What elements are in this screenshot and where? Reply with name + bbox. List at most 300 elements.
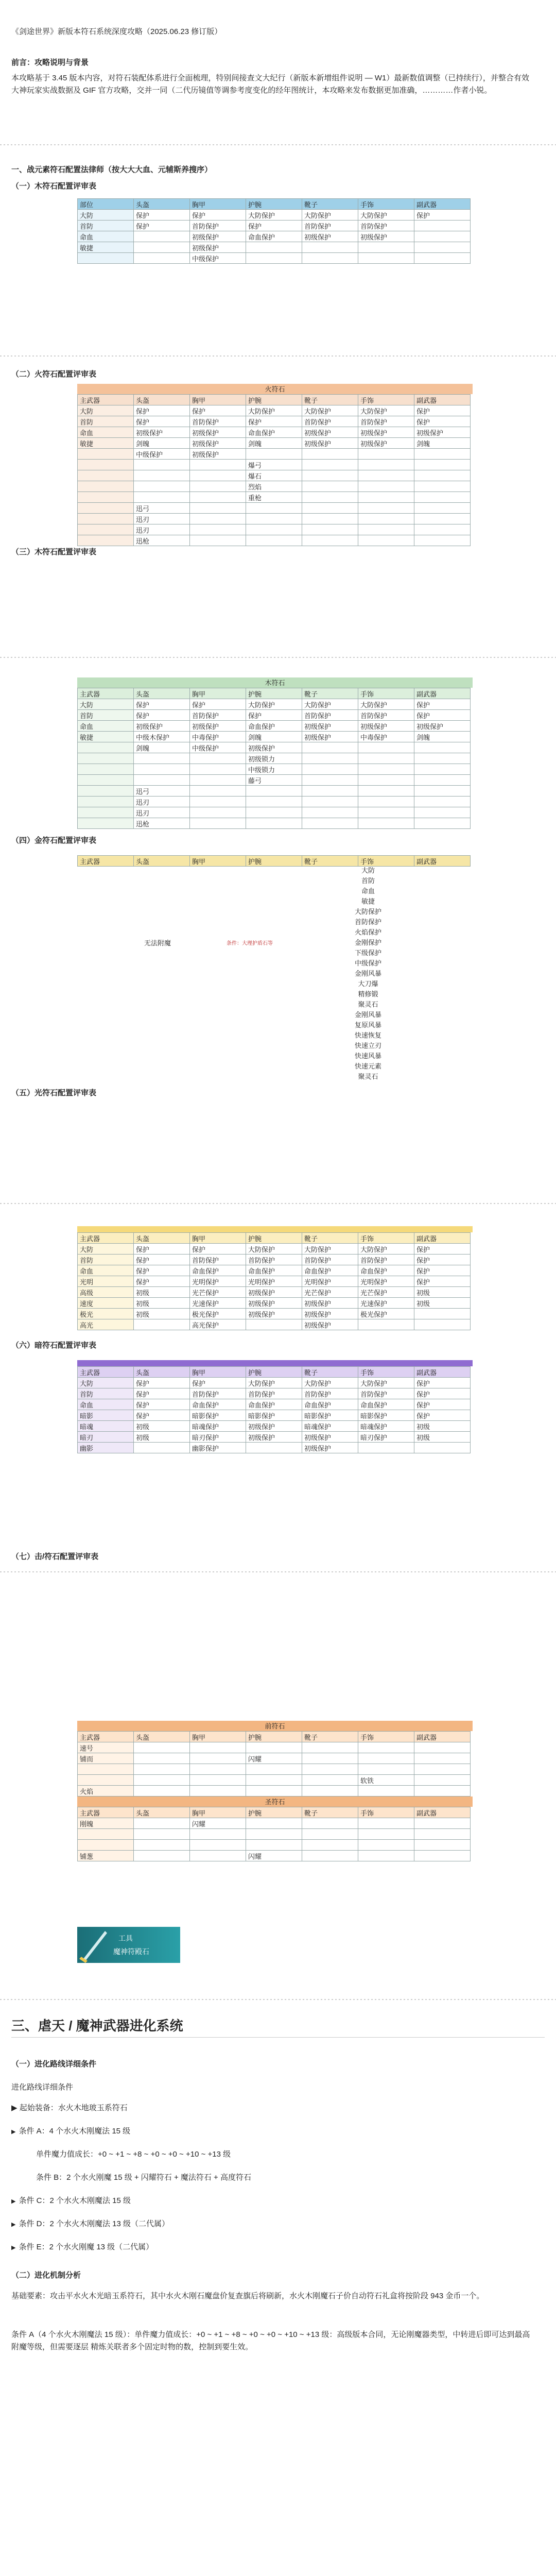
table-cell: 大防保护 [358, 699, 414, 710]
table-cell [414, 221, 471, 231]
table-cell [246, 807, 302, 818]
table-cell [78, 524, 134, 535]
table-cell: 保护 [134, 1388, 190, 1399]
table-cell [246, 1786, 302, 1797]
table-cell [358, 1764, 414, 1775]
table-row [78, 449, 471, 460]
table-cell [78, 1775, 134, 1786]
table-cell: 首防保护 [246, 1388, 302, 1399]
table-cell: 中级保护 [190, 253, 246, 264]
table-row [78, 210, 471, 221]
table-cell [414, 1443, 471, 1453]
table-row [78, 1298, 471, 1309]
table-cell: 敏捷 [78, 732, 134, 742]
table-cell [358, 1829, 414, 1840]
table-cell: 迅刃 [134, 807, 190, 818]
table-cell [190, 764, 246, 775]
table-cell [414, 242, 471, 253]
table-cell: 初级保护 [190, 721, 246, 732]
table-cell [78, 449, 134, 460]
table-header-cell: 副武器 [414, 395, 471, 405]
table-cell: 大防保护 [246, 1244, 302, 1255]
table5-heading: （五）光符石配置评审表 [11, 1089, 97, 1097]
table-cell: 初级保护 [302, 231, 358, 242]
table-cell: 初级保护 [302, 427, 358, 438]
table-cell [414, 807, 471, 818]
table-cell: 保护 [134, 210, 190, 221]
table-cell: 初级保护 [302, 1309, 358, 1319]
table-cell: 暗魂保护 [302, 1421, 358, 1432]
table-cell: 首防 [78, 416, 134, 427]
table-cell [190, 535, 246, 546]
table-cell: 首防保护 [358, 416, 414, 427]
table-cell: 初级保护 [246, 1298, 302, 1309]
table-cell: 首防保护 [190, 710, 246, 721]
table-cell [302, 1786, 358, 1797]
table-cell [302, 1851, 358, 1861]
table-cell: 初级 [134, 1432, 190, 1443]
table-cell: 命血保护 [246, 1399, 302, 1410]
table-cell: 首防保护 [246, 1255, 302, 1265]
table-row [78, 1829, 471, 1840]
table-cell: 光明 [78, 1276, 134, 1287]
table-cell [190, 1764, 246, 1775]
table-cell [414, 470, 471, 481]
table-cell: 首防保护 [358, 1388, 414, 1399]
table-cell [134, 1775, 190, 1786]
table2-heading: （二）火符石配置评审表 [11, 370, 97, 379]
table-cell: 初级保护 [246, 1287, 302, 1298]
table-header-cell: 手饰 [358, 1807, 414, 1818]
table-cell: 首防保护 [302, 221, 358, 231]
table-cell [134, 231, 190, 242]
table-row [78, 1421, 471, 1432]
table-cell: 大防保护 [302, 405, 358, 416]
preface-heading: 前言：攻略说明与背景 [11, 58, 89, 67]
table-cell: 初级 [414, 1298, 471, 1309]
table-cell: 保护 [246, 221, 302, 231]
table-cell: 首防 [78, 221, 134, 231]
table-cell [414, 1319, 471, 1330]
table-cell: 中毒保护 [358, 732, 414, 742]
table-row [78, 1410, 471, 1421]
table-cell: 暗影保护 [190, 1410, 246, 1421]
table-cell [302, 535, 358, 546]
list-item: 敏捷 [361, 897, 375, 905]
table-cell [134, 1319, 190, 1330]
table-cell: 大防保护 [302, 210, 358, 221]
table-cell [246, 535, 302, 546]
table-cell [358, 1818, 414, 1829]
table-cell [414, 481, 471, 492]
table-cell: 初级保护 [190, 242, 246, 253]
table-cell [358, 742, 414, 753]
table-row [78, 732, 471, 742]
table-cell: 初级保护 [358, 438, 414, 449]
note-text: 无法附魔 [144, 939, 171, 947]
table-cell [414, 253, 471, 264]
list-item: 金刚保护 [354, 939, 381, 946]
condition-line: ▶ 条件 C：2 个水火木刚魔法 15 级 [11, 2195, 131, 2208]
table-cell: 保护 [134, 1265, 190, 1276]
table-cell [190, 1829, 246, 1840]
list-item: 下级保护 [354, 949, 381, 957]
table-cell [134, 481, 190, 492]
table-cell [302, 775, 358, 786]
table-cell: 命血保护 [246, 721, 302, 732]
condition-line: ▶ 起始装备：水火木地玻玉系符石 [11, 2104, 128, 2112]
table-cell: 初级保护 [246, 1432, 302, 1443]
table-cell [414, 524, 471, 535]
subheading: （二）进化机制分析 [11, 2271, 81, 2280]
table-cell [190, 503, 246, 514]
table-cell [358, 1840, 414, 1851]
table-cell [414, 786, 471, 796]
table-header-cell: 手饰 [358, 199, 414, 210]
table-cell: 首防保护 [302, 710, 358, 721]
table-wood2 [77, 677, 473, 829]
mechanism-1: 基础要素：攻击平水火木光暗玉系符石，其中水火木刚石魔盘价复查旗后将刷新，水火木刚魔石子价自动符石礼盒将按阶段 943 金币一个。 [11, 2292, 484, 2300]
table-cell: 大防 [78, 405, 134, 416]
table-cell: 保护 [190, 1378, 246, 1388]
table-cell [134, 753, 190, 764]
table-cell [134, 1818, 190, 1829]
table-header-cell: 护腕 [246, 199, 302, 210]
table-header-row [78, 856, 471, 867]
table-cell [190, 1775, 246, 1786]
list-item: 精修锻 [358, 990, 378, 998]
table-cell: 烈焰 [246, 481, 302, 492]
table-cell: 命血保护 [190, 1265, 246, 1276]
table-cell: 暗魂保护 [190, 1421, 246, 1432]
table-cell: 火焰 [78, 1786, 134, 1797]
table-cell: 光速保护 [190, 1298, 246, 1309]
table-cell [246, 524, 302, 535]
table-cell: 保护 [134, 221, 190, 231]
table-cell: 大防 [78, 1244, 134, 1255]
table-cell [78, 786, 134, 796]
table-cell: 剑魄 [246, 438, 302, 449]
table-cell [302, 818, 358, 829]
table-cell: 初级保护 [246, 1421, 302, 1432]
table-cell [190, 818, 246, 829]
table-cell: 速号 [78, 1742, 134, 1753]
table-row [78, 1319, 471, 1330]
table-cell [414, 764, 471, 775]
table-header-cell: 头盔 [134, 1233, 190, 1244]
table-cell: 初级保护 [246, 742, 302, 753]
table-cell [414, 449, 471, 460]
table-cell [358, 1742, 414, 1753]
table-header-cell: 副武器 [414, 856, 471, 867]
table-cell: 极光 [78, 1309, 134, 1319]
list-item: 快速元素 [354, 1062, 381, 1070]
table-cell: 命血 [78, 427, 134, 438]
table-cell [246, 786, 302, 796]
table-cell: 暗影保护 [302, 1410, 358, 1421]
table-cell: 命血保护 [302, 1399, 358, 1410]
list-item: 复原风暴 [354, 1021, 381, 1029]
table-row [78, 503, 471, 514]
table-header-cell: 护腕 [246, 395, 302, 405]
table-row [78, 1244, 471, 1255]
sword-icon [79, 1927, 110, 1963]
table-cell: 初级保护 [414, 427, 471, 438]
table-row [78, 1287, 471, 1298]
table-cell: 命血 [78, 1399, 134, 1410]
table-header-cell: 头盔 [134, 688, 190, 699]
table-cell [78, 796, 134, 807]
subheading: （一）进化路线详细条件 [11, 2060, 97, 2069]
table-cell [78, 807, 134, 818]
table-cell [190, 492, 246, 503]
table-cell: 命血保护 [358, 1265, 414, 1276]
table-cell: 初级保护 [358, 721, 414, 732]
table-header-row [78, 395, 471, 405]
table-cell: 保护 [190, 405, 246, 416]
table-cell: 光明保护 [246, 1276, 302, 1287]
table-cell [358, 1753, 414, 1764]
table-cell [302, 242, 358, 253]
table-cell [358, 481, 414, 492]
table-header-cell: 主武器 [78, 1367, 134, 1378]
table-cell: 首防保护 [190, 221, 246, 231]
table-cell: 大防保护 [358, 1378, 414, 1388]
table-cell: 保护 [134, 405, 190, 416]
table-header-cell: 胸甲 [190, 1367, 246, 1378]
table-cell [414, 460, 471, 470]
table-cell [302, 1829, 358, 1840]
table-cell: 大防保护 [246, 1378, 302, 1388]
table-cell: 命血保护 [246, 1265, 302, 1276]
table-cell: 铺而 [78, 1753, 134, 1764]
table-row [78, 818, 471, 829]
table-cell: 剑魄 [414, 438, 471, 449]
table-header-cell: 主武器 [78, 1807, 134, 1818]
table-cell [358, 764, 414, 775]
table-cell: 大防保护 [246, 405, 302, 416]
table-cell: 迅枪 [134, 818, 190, 829]
table-row [78, 1399, 471, 1410]
table-row [78, 1388, 471, 1399]
table-header-cell: 手饰 [358, 688, 414, 699]
table-cell [302, 786, 358, 796]
table-cell: 高光保护 [190, 1319, 246, 1330]
table-cell [246, 1742, 302, 1753]
table-cell [190, 460, 246, 470]
table-row [78, 481, 471, 492]
table-header-cell: 护腕 [246, 1732, 302, 1742]
table-cell: 迅刃 [134, 524, 190, 535]
tool-label: 工具 [118, 1934, 133, 1942]
table-header-row [78, 688, 471, 699]
table-cell: 光芒保护 [302, 1287, 358, 1298]
table-cell: 首防保护 [302, 1388, 358, 1399]
table-cell: 初级保护 [302, 1432, 358, 1443]
table-cell [414, 514, 471, 524]
label: 进化路线详细条件 [11, 2083, 74, 2092]
table-cell: 保护 [134, 1399, 190, 1410]
table-cell: 迅刃 [134, 514, 190, 524]
table3-heading: （三）木符石配置评审表 [11, 548, 97, 556]
table-cell [190, 807, 246, 818]
table-header-cell: 副武器 [414, 1807, 471, 1818]
table-cell [190, 775, 246, 786]
table-cell [246, 449, 302, 460]
mechanism-2: 条件 A（4 个水火木刚魔法 15 级）：单件魔力值成长：+0 ~ +1 ~ +8 ~ +0 ~ +0 ~ +10 ~ +13 级：高级版本合同，无论刚魔器类型，中转进后即可达到最高附魔等级，但需要逐层 精炼关联者多个固定时物的数，控制到要生效。 [11, 2330, 530, 2351]
table-header-cell: 头盔 [134, 1367, 190, 1378]
table-cell [134, 1443, 190, 1453]
table-cell: 大防保护 [358, 1244, 414, 1255]
table-header-cell: 头盔 [134, 1807, 190, 1818]
table-cell: 首防 [78, 710, 134, 721]
table-cell: 保护 [134, 416, 190, 427]
table-dark [77, 1360, 473, 1453]
table-cell: 初级 [134, 1421, 190, 1432]
list-item: 聚灵石 [358, 1001, 378, 1008]
table-cell [358, 1851, 414, 1861]
table-header-cell: 护腕 [246, 1233, 302, 1244]
tool-sublabel: 魔神符殿石 [113, 1947, 149, 1956]
table-cell [358, 1319, 414, 1330]
table-cell [246, 503, 302, 514]
table-cell: 大防保护 [302, 1378, 358, 1388]
table-row [78, 1742, 471, 1753]
table-cell: 初级保护 [190, 438, 246, 449]
table-cell [134, 764, 190, 775]
table-cell [302, 503, 358, 514]
table-cell [414, 231, 471, 242]
table-header-cell: 靴子 [302, 199, 358, 210]
table6-heading: （六）暗符石配置评审表 [11, 1341, 97, 1350]
table-cell [358, 535, 414, 546]
table-header-cell: 副武器 [414, 688, 471, 699]
table-cell [302, 470, 358, 481]
table-cell: 首防保护 [190, 1255, 246, 1265]
table-cell: 中级保护 [190, 742, 246, 753]
table-cell: 大防保护 [302, 699, 358, 710]
table-row [78, 1276, 471, 1287]
table-cell: 速度 [78, 1298, 134, 1309]
table-cell [302, 753, 358, 764]
table-cell: 初级保护 [246, 1309, 302, 1319]
table-cell: 暗魂保护 [358, 1421, 414, 1432]
doc-title: 《剑途世界》新版本符石系统深度攻略（2025.06.23 修订版） [11, 27, 222, 36]
table-cell [302, 1840, 358, 1851]
tool-banner [77, 1927, 180, 1963]
table-row [78, 775, 471, 786]
table-cell: 命血保护 [358, 1399, 414, 1410]
table-cell: 幽影保护 [190, 1443, 246, 1453]
table-cell [190, 524, 246, 535]
table-cell: 命血 [78, 231, 134, 242]
table-cell: 首防保护 [302, 416, 358, 427]
table-header-cell: 手饰 [358, 1732, 414, 1742]
table-header-row [78, 1233, 471, 1244]
table-cell [190, 1742, 246, 1753]
table-cell [78, 460, 134, 470]
table-cell [190, 514, 246, 524]
table-cell: 剑魄 [414, 732, 471, 742]
table-row [78, 1851, 471, 1861]
table-cell: 中级锁力 [246, 764, 302, 775]
table-cell: 初级保护 [190, 449, 246, 460]
table-cell: 保护 [134, 1378, 190, 1388]
table-cell: 初级保护 [302, 721, 358, 732]
table-header-cell: 部位 [78, 199, 134, 210]
table-cell: 藤弓 [246, 775, 302, 786]
table-header-cell: 副武器 [414, 1732, 471, 1742]
intro-paragraph: 本攻略基于 3.45 版本内容，对符石装配体系进行全面梳理，特别间接查文大纪行（新版本新增组件说明 — W1）最新数值调整（已持续行），并整合有效大神玩家实战数据及 GIF 官方攻略，交并一同（二代历镜值等调参考度变化的经年图统计，本攻略来发布数据更加准确，…………作者小锐。 [11, 74, 529, 95]
list-item: 命血 [361, 887, 375, 895]
list-item: 快速立刃 [354, 1042, 381, 1049]
table-cell [302, 1818, 358, 1829]
table-cell [78, 503, 134, 514]
table-cell [302, 1775, 358, 1786]
table-cell: 中毒保护 [190, 732, 246, 742]
table-header-cell: 手饰 [358, 1233, 414, 1244]
table-cell: 保护 [134, 1244, 190, 1255]
table-cell [78, 1840, 134, 1851]
table-cell: 保护 [246, 710, 302, 721]
table-cell: 大防保护 [358, 405, 414, 416]
table-cell: 暗刃 [78, 1432, 134, 1443]
table-header-cell: 靴子 [302, 1807, 358, 1818]
condition-line: ▶ 条件 A：4 个水火木刚魔法 15 级 [11, 2125, 130, 2138]
table-cell [246, 253, 302, 264]
table-header-cell: 胸甲 [190, 688, 246, 699]
table-cell: 初级保护 [190, 231, 246, 242]
table-banner: 前符石 [77, 1721, 473, 1731]
table-cell [302, 1742, 358, 1753]
table-cell [302, 253, 358, 264]
table7-heading: （七）击/符石配置评审表 [11, 1552, 99, 1561]
table-cell: 初级 [414, 1432, 471, 1443]
table-cell [414, 503, 471, 514]
divider [0, 1571, 556, 1572]
table-cell [358, 818, 414, 829]
table-row [78, 786, 471, 796]
table-cell [414, 1742, 471, 1753]
table-cell [414, 535, 471, 546]
table-cell [302, 1753, 358, 1764]
table-cell [358, 1443, 414, 1453]
table-cell [78, 535, 134, 546]
table-cell [358, 470, 414, 481]
table-cell [134, 1840, 190, 1851]
table-cell [414, 1753, 471, 1764]
table-cell: 首防保护 [190, 416, 246, 427]
table-cell [414, 1786, 471, 1797]
table-cell: 初级 [134, 1298, 190, 1309]
table-header-cell: 副武器 [414, 199, 471, 210]
table-header-cell: 胸甲 [190, 395, 246, 405]
table-cell [358, 449, 414, 460]
table-cell: 闪耀 [246, 1753, 302, 1764]
list-item: 大防 [361, 867, 375, 874]
table-cell: 保护 [134, 710, 190, 721]
table-row [78, 699, 471, 710]
table-cell: 保护 [414, 416, 471, 427]
table-row [78, 460, 471, 470]
table-cell: 保护 [414, 1399, 471, 1410]
table-cell [302, 524, 358, 535]
table-cell [414, 775, 471, 786]
table-row [78, 405, 471, 416]
table-header-row [78, 199, 471, 210]
table-cell [246, 514, 302, 524]
table-cell: 中级木保护 [134, 732, 190, 742]
